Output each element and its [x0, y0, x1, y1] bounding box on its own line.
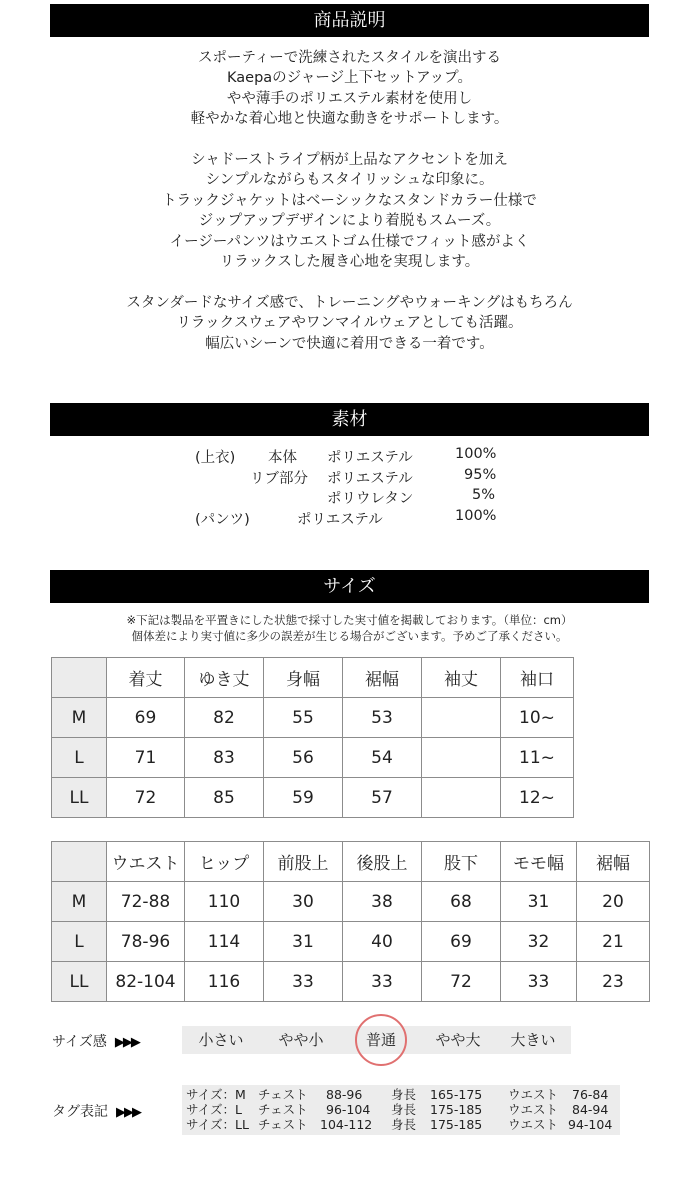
description-gap [50, 130, 649, 150]
tag-size: サイズ：L [186, 1102, 242, 1117]
table-header-cell: ゆき丈 [185, 658, 264, 698]
table-cell: 85 [185, 778, 264, 818]
table-cell: 32 [501, 922, 577, 962]
table-cell [422, 778, 501, 818]
material-group: (上衣) [195, 450, 236, 466]
table-header-row [52, 842, 650, 882]
size-feel-label: サイズ感 [52, 1034, 107, 1050]
table-row-label: M [52, 698, 107, 738]
table-cell: 33 [343, 962, 422, 1002]
table-header-cell: 袖丈 [422, 658, 501, 698]
material-part: 本体 [268, 450, 297, 466]
description-line: 軽やかな着心地と快適な動きをサポートします。 [190, 111, 509, 128]
tag-size: サイズ：LL [186, 1117, 249, 1132]
table-header-row [52, 658, 574, 698]
table-cell: 83 [185, 738, 264, 778]
table-cell: 11~ [501, 738, 574, 778]
table-cell: 71 [107, 738, 185, 778]
material-percent: 95% [464, 467, 497, 483]
table-cell: 54 [343, 738, 422, 778]
material-group: (パンツ) [195, 512, 250, 528]
table-cell: 82 [185, 698, 264, 738]
size-note: ※下記は製品を平置きにした状態で採寸した実寸値を掲載しております。（単位：cm） [126, 613, 573, 627]
size-notes [50, 612, 649, 644]
tag-label: タグ表記 [52, 1104, 108, 1120]
table-cell: 31 [501, 882, 577, 922]
material-percent: 100% [455, 446, 497, 462]
table-cell: 40 [343, 922, 422, 962]
table-cell: 72 [107, 778, 185, 818]
table-row [52, 698, 574, 738]
tag-chest-label: チェスト [258, 1087, 308, 1102]
tag-waist-label: ウエスト [508, 1117, 559, 1132]
table-header-cell: 身幅 [264, 658, 343, 698]
table-row-label: L [52, 738, 107, 778]
table-header-cell: 前股上 [264, 842, 343, 882]
table-cell: 68 [422, 882, 501, 922]
table-cell: 57 [343, 778, 422, 818]
table-header-cell: 裾幅 [577, 842, 650, 882]
description-line: シャドーストライプ柄が上品なアクセントを加え [191, 152, 508, 169]
table-cell: 110 [185, 882, 264, 922]
table-row-label: LL [52, 778, 107, 818]
table-cell: 33 [501, 962, 577, 1002]
table-cell: 12~ [501, 778, 574, 818]
tag-height: 175-185 [430, 1117, 483, 1132]
table-header-cell: 股下 [422, 842, 501, 882]
size-feel-option: 小さい [198, 1031, 244, 1049]
table-cell: 114 [185, 922, 264, 962]
table-row [52, 778, 574, 818]
tag-height: 165-175 [430, 1087, 483, 1102]
table-header-cell [52, 842, 107, 882]
tag-waist-label: ウエスト [508, 1102, 559, 1117]
table-row [52, 962, 650, 1002]
description-line: リラックスした履き心地を実現します。 [219, 254, 480, 271]
table-cell: 33 [264, 962, 343, 1002]
description-line: イージーパンツはウエストゴム仕様でフィット感がよく [169, 233, 530, 250]
table-row [52, 738, 574, 778]
tag-chest-label: チェスト [258, 1102, 308, 1117]
triple-arrow-icon: ▶▶▶ [116, 1105, 140, 1120]
table-header-cell: モモ幅 [501, 842, 577, 882]
table-cell: 53 [343, 698, 422, 738]
tag-chest-label: チェスト [258, 1117, 308, 1132]
table-cell: 78-96 [107, 922, 185, 962]
tag-chest: 104-112 [320, 1117, 373, 1132]
table-cell: 116 [185, 962, 264, 1002]
table-cell: 10~ [501, 698, 574, 738]
table-cell: 56 [264, 738, 343, 778]
tag-height-label: 身長 [391, 1117, 417, 1132]
material-percent: 100% [455, 508, 497, 524]
size-feel-option: 大きい [510, 1031, 556, 1049]
tag-height: 175-185 [430, 1102, 483, 1117]
table-header-cell: 後股上 [343, 842, 422, 882]
material-fabric: ポリエステル [327, 471, 413, 487]
table-header-cell: 裾幅 [343, 658, 422, 698]
tag-height-label: 身長 [391, 1087, 417, 1102]
tag-chest: 96-104 [326, 1102, 371, 1117]
description-header: 商品説明 [50, 4, 649, 37]
top-size-table [51, 657, 574, 818]
triple-arrow-icon: ▶▶▶ [114, 1035, 139, 1050]
table-row [52, 882, 650, 922]
size-feel-option-selected: 普通 [365, 1031, 396, 1049]
table-cell: 72 [422, 962, 501, 1002]
description-line: スタンダードなサイズ感で、トレーニングやウォーキングはもちろん [126, 294, 573, 311]
material-part: リブ部分 [250, 471, 308, 487]
table-cell: 30 [264, 882, 343, 922]
table-cell: 31 [264, 922, 343, 962]
description-line: やや薄手のポリエステル素材を使用し [226, 90, 473, 107]
table-header-cell: ウエスト [107, 842, 185, 882]
tag-info-box [182, 1085, 620, 1135]
description-text [50, 48, 649, 354]
table-cell: 69 [107, 698, 185, 738]
selected-circle-marker [355, 1014, 407, 1066]
description-line: スポーティーで洗練されたスタイルを演出する [197, 50, 502, 66]
size-header: サイズ [50, 570, 649, 603]
table-header-cell: 袖口 [501, 658, 574, 698]
tag-label-row [52, 1101, 140, 1121]
table-row-label: LL [52, 962, 107, 1002]
table-cell: 59 [264, 778, 343, 818]
table-header-cell: 着丈 [107, 658, 185, 698]
material-fabric: ポリエステル [297, 512, 383, 528]
table-row [52, 922, 650, 962]
bottom-size-table [51, 841, 650, 1002]
size-feel-label-row [52, 1031, 139, 1051]
tag-waist: 76-84 [572, 1087, 609, 1102]
table-header-cell [52, 658, 107, 698]
table-cell: 38 [343, 882, 422, 922]
description-line: Kaepaのジャージ上下セットアップ。 [227, 70, 472, 87]
description-line: シンプルながらもスタイリッシュな印象に。 [205, 172, 494, 189]
tag-size: サイズ：M [186, 1087, 246, 1102]
size-feel-option: やや大 [435, 1031, 481, 1049]
table-row-label: M [52, 882, 107, 922]
table-cell: 20 [577, 882, 650, 922]
description-line: ジップアップデザインにより着脱もスムーズ。 [198, 213, 501, 230]
table-cell: 23 [577, 962, 650, 1002]
table-cell: 69 [422, 922, 501, 962]
table-cell: 72-88 [107, 882, 185, 922]
table-cell [422, 698, 501, 738]
table-cell [422, 738, 501, 778]
table-cell: 82-104 [107, 962, 185, 1002]
description-line: 幅広いシーンで快適に着用できる一着です。 [205, 335, 494, 352]
material-percent: 5% [472, 487, 496, 503]
tag-waist: 84-94 [572, 1102, 609, 1117]
table-cell: 55 [264, 698, 343, 738]
material-fabric: ポリエステル [327, 450, 413, 466]
size-feel-option: やや小 [278, 1031, 324, 1049]
material-fabric: ポリウレタン [327, 491, 414, 507]
tag-waist: 94-104 [568, 1117, 613, 1132]
table-row-label: L [52, 922, 107, 962]
material-header: 素材 [50, 403, 649, 436]
description-line: トラックジャケットはベーシックなスタンドカラー仕様で [162, 192, 537, 209]
description-line: リラックスウェアやワンマイルウェアとしても活躍。 [176, 315, 523, 332]
description-gap [50, 272, 649, 292]
table-cell: 21 [577, 922, 650, 962]
tag-height-label: 身長 [391, 1102, 417, 1117]
tag-waist-label: ウエスト [508, 1087, 559, 1102]
tag-chest: 88-96 [326, 1087, 363, 1102]
size-note: 個体差により実寸値に多少の誤差が生じる場合がございます。予めご了承ください。 [131, 629, 568, 643]
table-header-cell: ヒップ [185, 842, 264, 882]
